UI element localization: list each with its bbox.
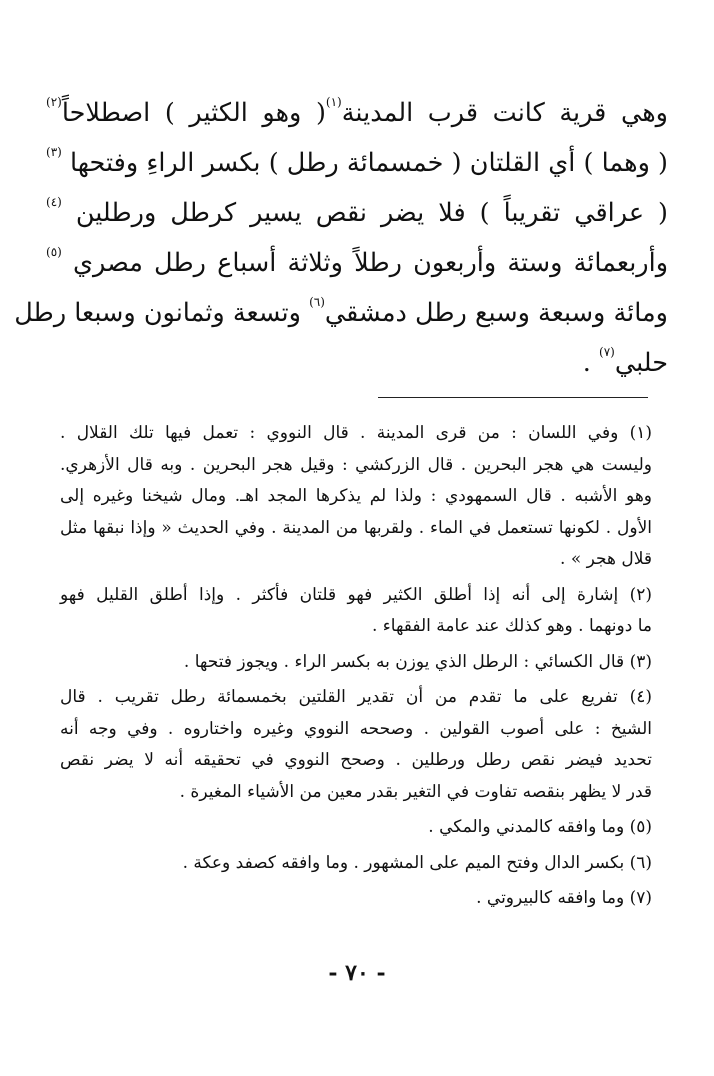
footnote-4-line: الشيخ : على أصوب القولين . وصححه النووي وغيره واختاروه . وفي وجه أنه	[60, 718, 652, 739]
footnote-marker-1: (١)	[325, 95, 342, 109]
footnote-7-line: (٧) وما وافقه كالبيروتي .	[476, 888, 652, 908]
main-line-2	[46, 138, 668, 188]
footnote-marker-5: (٥)	[46, 245, 62, 259]
main-line-3	[46, 188, 668, 238]
footnote-1-line: قلال هجر » .	[560, 549, 652, 569]
footnote-2-line: ما دونهما . وهو كذلك عند عامة الفقهاء .	[371, 616, 652, 636]
footnote-marker-7: (٧)	[599, 345, 615, 359]
footnote-2	[60, 580, 652, 643]
footnote-marker-4: (٤)	[46, 195, 62, 209]
main-line-1-text-b: ( وهو الكثير ) اصطلاحاً	[61, 98, 326, 128]
footnote-4-line: (٤) تفريع على ما تقدم من أن تقدير القلتين بخمسمائة رطل تقريب . قال	[60, 687, 652, 707]
main-line-1	[46, 88, 668, 138]
main-line-5-text: ومائة وسبعة وسبع رطل دمشقي	[324, 298, 668, 328]
page-number: - ٧٠ -	[328, 960, 386, 986]
main-line-6-text-b: .	[582, 348, 591, 378]
footnote-1	[60, 418, 652, 576]
footnote-marker-2: (٢)	[46, 95, 62, 109]
footnote-2-line: (٢) إشارة إلى أنه إذا أطلق الكثير فهو قلتان فأكثر . وإذا أطلق القليل فهو	[60, 584, 652, 605]
footnote-5	[60, 812, 652, 844]
footnote-6	[60, 848, 652, 880]
footnote-7	[60, 883, 652, 915]
footnote-4-line: قدر لا يظهر بنقصه تفاوت في التغير بقدر معين من الأشياء المغيرة .	[179, 781, 652, 802]
main-text	[14, 88, 669, 388]
main-line-6	[46, 338, 668, 388]
footnotes	[60, 418, 652, 919]
main-line-5	[14, 288, 668, 338]
footnote-1-line: (١) وفي اللسان : من قرى المدينة . قال النووي : تعمل فيها تلك القلال .	[60, 423, 652, 443]
footnote-separator	[378, 397, 648, 398]
footnote-5-line: (٥) وما وافقه كالمدني والمكي .	[428, 817, 652, 837]
footnote-4	[60, 682, 652, 808]
footnote-1-line: وهو الأشبه . قال السمهودي : ولذا لم يذكرها المجد اهـ. ومال شيخنا وغيره إلى	[60, 486, 652, 506]
main-line-2-text: ( وهما ) أي القلتان ( خمسمائة رطل ) بكسر الراءِ وفتحها	[70, 148, 668, 178]
footnote-4-line: تحديد فيضر نقص رطل ورطلين . وصحح النووي في تحقيقه أنه لا يضر نقص	[60, 750, 652, 770]
main-line-6-text: حلبي	[614, 348, 668, 378]
footnote-1-line: الأول . لكونها تستعمل في الماء . ولقربها من المدينة . وفي الحديث « وإذا نبقها مثل	[60, 517, 652, 538]
footnote-marker-3: (٣)	[46, 145, 62, 159]
footnote-6-line: (٦) بكسر الدال وفتح الميم على المشهور . وما وافقه كصفد وعكة .	[182, 852, 652, 873]
main-line-4	[46, 238, 668, 288]
main-line-4-text: وأربعمائة وستة وأربعون رطلاً وثلاثة أسباع رطل مصري	[73, 248, 669, 278]
main-line-1-text: وهي قرية كانت قرب المدينة	[341, 98, 668, 128]
footnote-3	[60, 647, 652, 679]
main-line-3-text: ( عراقي تقريباً ) فلا يضر نقص يسير كرطل ورطلين	[75, 198, 668, 228]
main-line-5-text-b: وتسعة وثمانون وسبعا رطل	[14, 298, 301, 328]
footnote-3-line: (٣) قال الكسائي : الرطل الذي يوزن به بكسر الراء . ويجوز فتحها .	[183, 651, 652, 672]
footnote-marker-6: (٦)	[309, 295, 325, 309]
footnote-1-line: وليست هي هجر البحرين . قال الزركشي : وقيل هجر البحرين . وبه قال الأزهري.	[60, 454, 652, 475]
